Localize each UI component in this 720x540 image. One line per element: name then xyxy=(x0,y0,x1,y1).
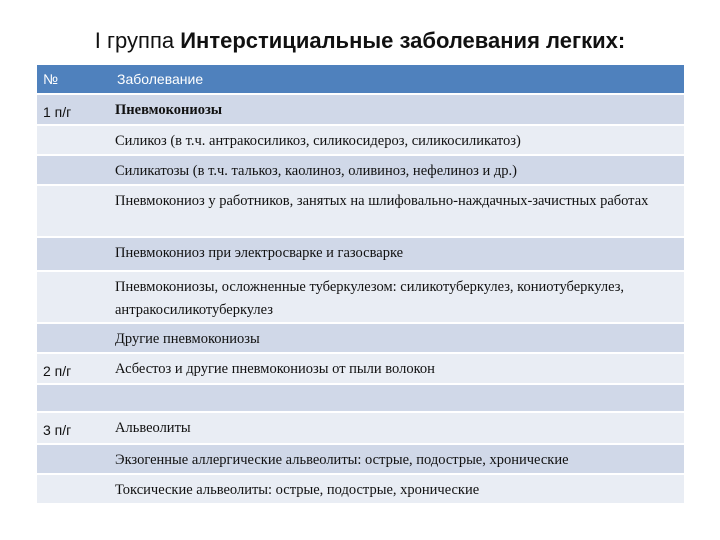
row-disease: Альвеолиты xyxy=(107,412,684,444)
table-row xyxy=(37,412,684,444)
row-number xyxy=(37,323,107,353)
row-disease: Асбестоз и другие пневмокониозы от пыли волокон xyxy=(107,353,684,384)
diseases-table xyxy=(37,65,684,505)
header-disease: Заболевание xyxy=(107,65,684,94)
row-number xyxy=(37,155,107,185)
table-row xyxy=(37,271,684,323)
row-disease: Пневмокониозы, осложненные туберкулезом: силикотуберкулез, кониотуберкулез, антракосиликотуберкулез xyxy=(107,271,684,323)
table-row xyxy=(37,444,684,474)
table-row xyxy=(37,323,684,353)
row-number xyxy=(37,237,107,271)
row-disease: Пневмокониоз у работников, занятых на шлифовально-наждачных-зачистных работах xyxy=(107,185,684,237)
row-number: 3 п/г xyxy=(37,412,107,444)
title-prefix: I группа xyxy=(94,28,181,53)
table-row xyxy=(37,474,684,504)
slide-title xyxy=(0,28,720,54)
row-disease: Силикоз (в т.ч. антракосиликоз, силикосидероз, силикосиликатоз) xyxy=(107,125,684,155)
row-disease: Другие пневмокониозы xyxy=(107,323,684,353)
row-disease: Пневмокониоз при электросварке и газосварке xyxy=(107,237,684,271)
table-header-row xyxy=(37,65,684,94)
row-number: 2 п/г xyxy=(37,353,107,384)
row-disease: Пневмокониозы xyxy=(107,94,684,125)
row-disease: Силикатозы (в т.ч. талькоз, каолиноз, оливиноз, нефелиноз и др.) xyxy=(107,155,684,185)
table-row xyxy=(37,94,684,125)
table-row xyxy=(37,155,684,185)
row-number: 1 п/г xyxy=(37,94,107,125)
row-number xyxy=(37,384,107,412)
title-bold: Интерстициальные заболевания легких: xyxy=(180,28,626,53)
row-number xyxy=(37,474,107,504)
table-row xyxy=(37,125,684,155)
row-disease: Экзогенные аллергические альвеолиты: острые, подострые, хронические xyxy=(107,444,684,474)
table-row xyxy=(37,384,684,412)
header-number: № xyxy=(37,65,107,94)
row-number xyxy=(37,125,107,155)
table-row xyxy=(37,353,684,384)
row-number xyxy=(37,271,107,323)
table-row xyxy=(37,237,684,271)
row-number xyxy=(37,444,107,474)
row-disease: Токсические альвеолиты: острые, подострые, хронические xyxy=(107,474,684,504)
table-row xyxy=(37,185,684,237)
row-number xyxy=(37,185,107,237)
row-disease xyxy=(107,384,684,412)
